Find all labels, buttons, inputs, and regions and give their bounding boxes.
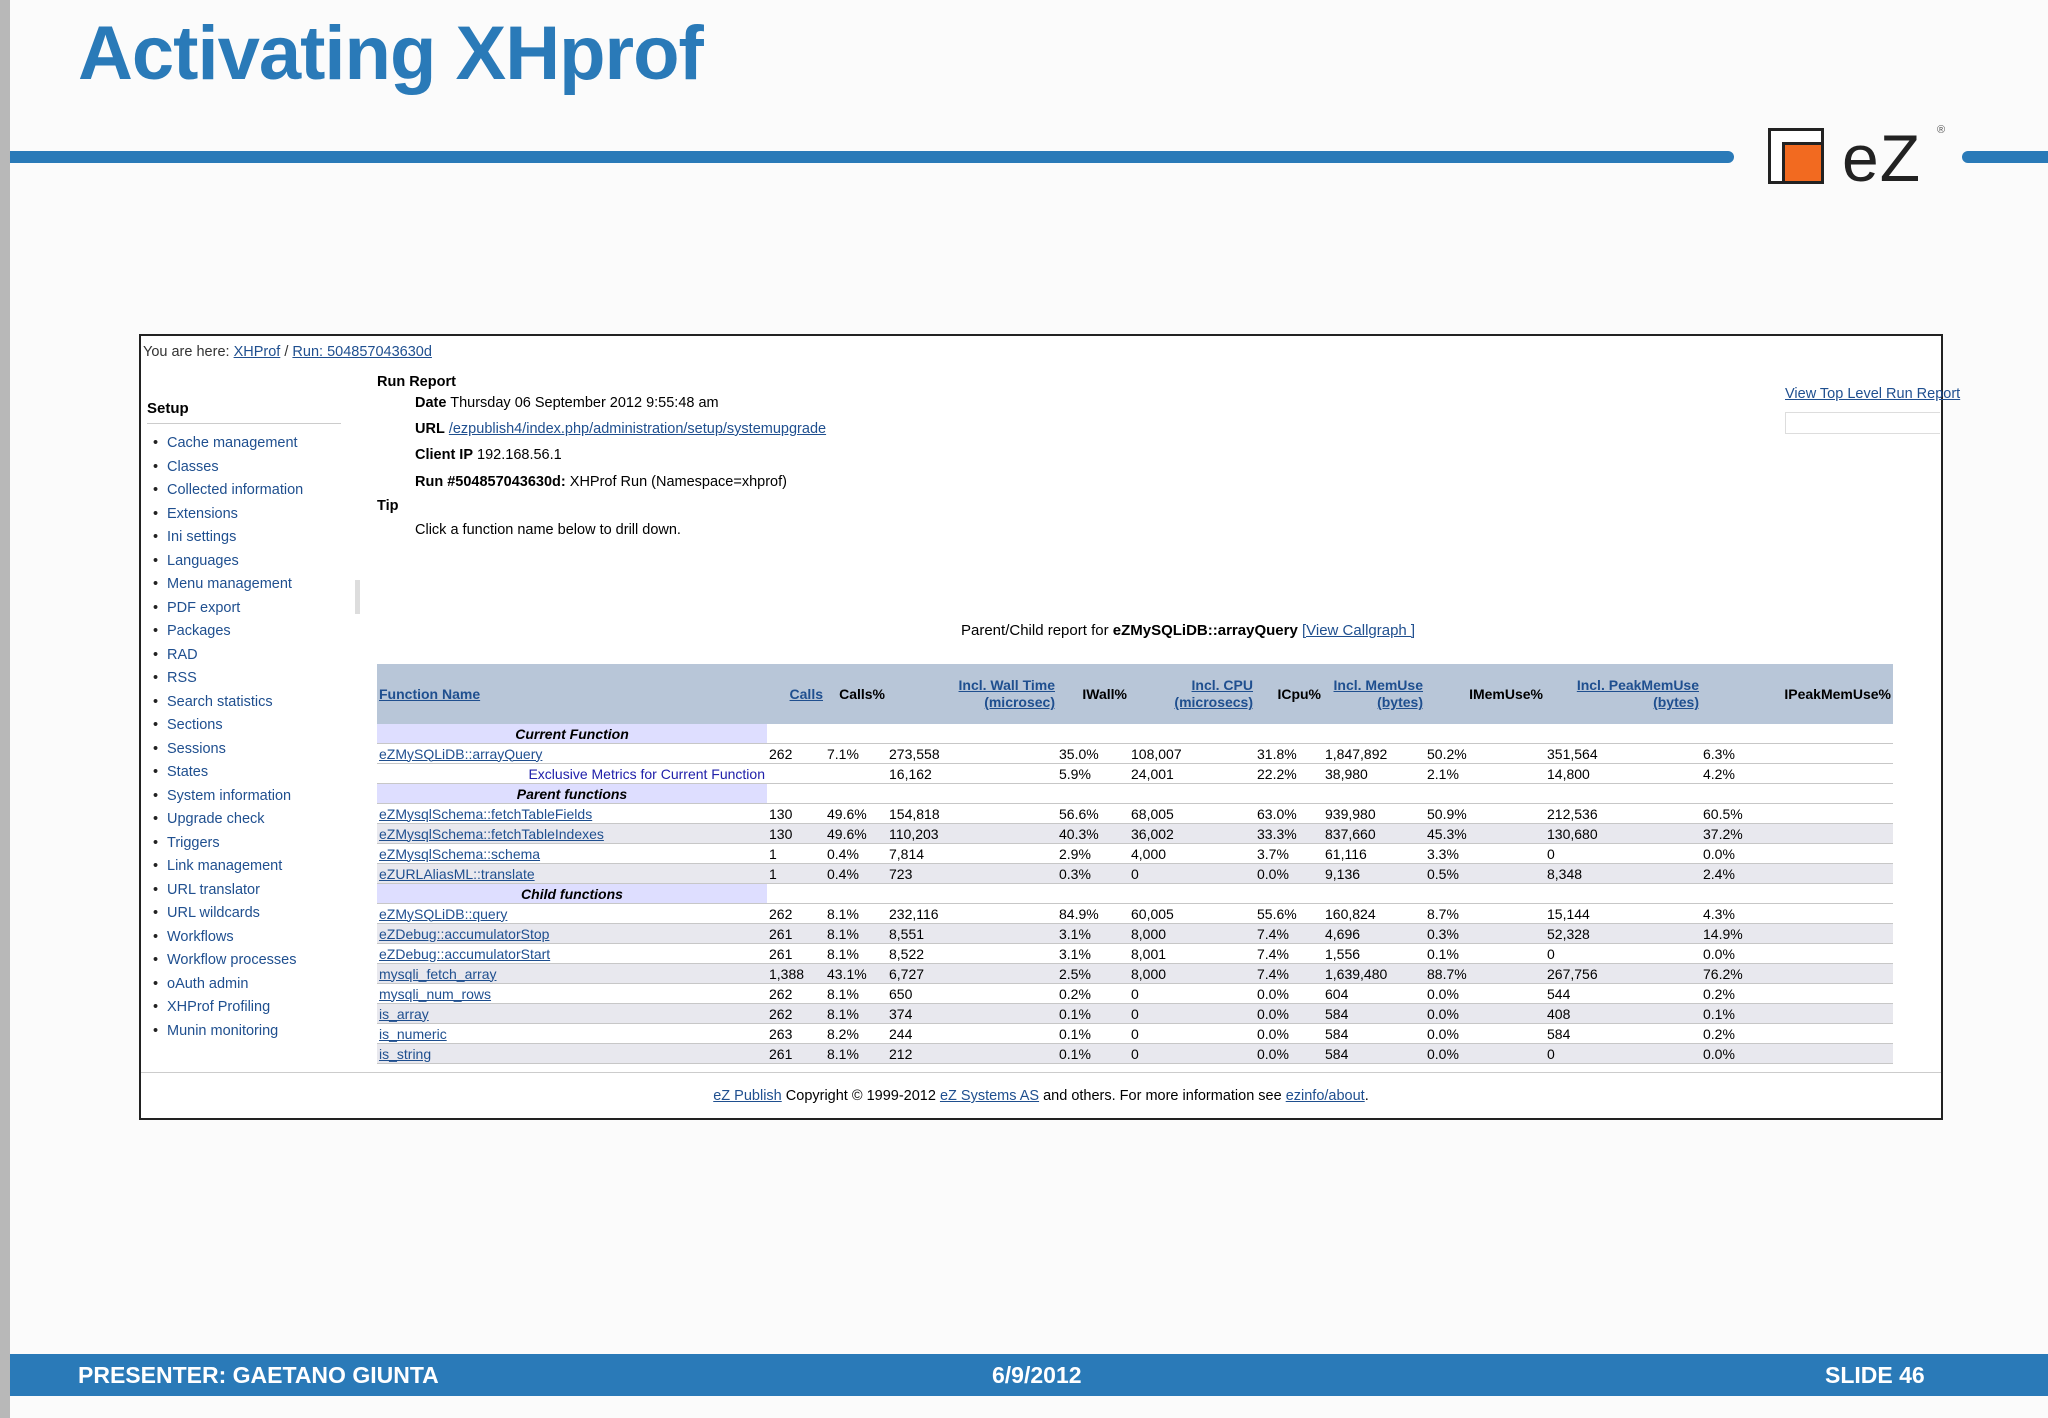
breadcrumb-prefix: You are here: [143,344,234,360]
table-cell: 723 [887,864,1057,884]
sidebar-item[interactable]: • Munin monitoring [147,1020,341,1044]
table-cell: 52,328 [1545,924,1701,944]
sidebar-item[interactable]: • URL translator [147,879,341,903]
table-row [377,944,1893,964]
url-label: URL [415,421,445,437]
table-cell: 939,980 [1323,804,1425,824]
slide-number: SLIDE 46 [1825,1362,1925,1388]
sidebar-item[interactable]: • oAuth admin [147,973,341,997]
table-cell: 4,696 [1323,924,1425,944]
section-spacer [767,724,1893,744]
table-cell: 24,001 [1129,764,1255,784]
report-client-ip [415,447,562,463]
table-cell: 49.6% [825,824,887,844]
table-cell: 40.3% [1057,824,1129,844]
table-cell: 0.0% [1425,1044,1545,1064]
function-link[interactable]: is_numeric [377,1024,767,1044]
sidebar-item[interactable]: • Upgrade check [147,808,341,832]
table-cell: 1,639,480 [1323,964,1425,984]
table-cell: 267,756 [1545,964,1701,984]
parent-child-function: eZMySQLiDB::arrayQuery [1112,622,1298,639]
ez-logo [1762,121,1952,195]
sidebar-item[interactable]: • URL wildcards [147,902,341,926]
logo-registered-mark: ® [1937,124,1946,136]
logo-orange-square-icon [1782,142,1824,184]
report-url [415,421,826,437]
exclusive-metrics-label: Exclusive Metrics for Current Function [377,764,767,784]
table-cell: 16,162 [887,764,1057,784]
table-row [377,744,1893,764]
table-cell: 262 [767,744,825,764]
function-link[interactable]: eZMysqlSchema::schema [377,844,767,864]
sidebar-menu [147,432,341,1043]
function-link[interactable]: eZMySQLiDB::arrayQuery [377,744,767,764]
table-cell: 0 [1545,944,1701,964]
section-label: Current Function [377,724,767,744]
table-cell: 0 [1129,864,1255,884]
table-cell [767,764,825,784]
table-cell: 1 [767,864,825,884]
table-cell: 130 [767,804,825,824]
table-cell: 49.6% [825,804,887,824]
table-cell: 0 [1129,1044,1255,1064]
table-cell: 1 [767,844,825,864]
table-row [377,1024,1893,1044]
exclusive-metrics-row [377,764,1893,784]
table-cell: 351,564 [1545,744,1701,764]
table-cell: 108,007 [1129,744,1255,764]
table-cell: 262 [767,984,825,1004]
ip-label: Client IP [415,447,474,463]
sidebar-item[interactable]: • States [147,761,341,785]
table-cell: 1,847,892 [1323,744,1425,764]
table-cell: 212,536 [1545,804,1701,824]
table-cell: 110,203 [887,824,1057,844]
table-cell: 8.7% [1425,904,1545,924]
column-header: IMemUse% [1425,664,1545,724]
logo-text: eZ [1842,121,1922,195]
table-cell: 0.5% [1425,864,1545,884]
sidebar-item[interactable]: • Link management [147,855,341,879]
table-cell: 8.1% [825,984,887,1004]
title-rule [10,151,1734,163]
table-cell: 0.1% [1057,1024,1129,1044]
table-cell: 8.2% [825,1024,887,1044]
table-cell: 154,818 [887,804,1057,824]
column-header: IPeakMemUse% [1701,664,1893,724]
sidebar-item[interactable]: • Packages [147,620,341,644]
slide-title: Activating XHprof [78,11,703,96]
sidebar-item[interactable]: • Cache management [147,432,341,456]
table-cell: 88.7% [1425,964,1545,984]
sidebar-splitter[interactable] [355,580,360,614]
table-cell: 3.1% [1057,924,1129,944]
table-cell: 5.9% [1057,764,1129,784]
table-cell: 262 [767,1004,825,1024]
table-cell: 0.3% [1057,864,1129,884]
table-cell: 50.9% [1425,804,1545,824]
table-cell: 76.2% [1701,964,1893,984]
footer-ezinfo-link[interactable]: ezinfo/about [1285,1088,1365,1104]
table-cell: 33.3% [1255,824,1323,844]
function-link[interactable]: eZURLAliasML::translate [377,864,767,884]
footer-divider [141,1072,1941,1073]
table-cell: 232,116 [887,904,1057,924]
sidebar-item[interactable]: • RAD [147,644,341,668]
table-cell: 2.5% [1057,964,1129,984]
table-cell: 262 [767,904,825,924]
table-cell: 0 [1129,1004,1255,1024]
table-cell: 263 [767,1024,825,1044]
table-cell: 584 [1545,1024,1701,1044]
footer-ezsystems-link[interactable]: eZ Systems AS [939,1088,1040,1104]
column-header: ICpu% [1255,664,1323,724]
table-cell: 244 [887,1024,1057,1044]
date-label: Date [415,395,447,411]
table-row [377,904,1893,924]
section-spacer [767,884,1893,904]
view-callgraph-link[interactable]: [View Callgraph ] [1301,622,1416,639]
table-cell: 0 [1129,984,1255,1004]
table-cell: 3.7% [1255,844,1323,864]
sidebar-item[interactable]: • Search statistics [147,691,341,715]
table-cell: 7.4% [1255,964,1323,984]
table-cell: 7.1% [825,744,887,764]
table-row [377,804,1893,824]
table-cell: 0.0% [1701,844,1893,864]
table-cell [825,764,887,784]
sidebar-item[interactable]: • XHProf Profiling [147,996,341,1020]
table-cell: 1,388 [767,964,825,984]
slide-footer-bar [10,1354,2048,1396]
table-row [377,984,1893,1004]
table-cell: 408 [1545,1004,1701,1024]
table-cell: 8,000 [1129,964,1255,984]
table-cell: 8,000 [1129,924,1255,944]
function-link[interactable]: mysqli_num_rows [377,984,767,1004]
sidebar-item[interactable]: • Extensions [147,503,341,527]
table-cell: 38,980 [1323,764,1425,784]
table-cell: 374 [887,1004,1057,1024]
table-cell: 0.1% [1425,944,1545,964]
table-cell: 584 [1323,1044,1425,1064]
function-link[interactable]: eZMysqlSchema::fetchTableIndexes [377,824,767,844]
table-cell: 7,814 [887,844,1057,864]
table-cell: 4.3% [1701,904,1893,924]
table-cell: 8.1% [825,944,887,964]
table-cell: 0.1% [1057,1044,1129,1064]
table-row [377,844,1893,864]
page-footer [141,1088,1941,1104]
table-cell: 0 [1129,1024,1255,1044]
table-cell: 0.1% [1057,1004,1129,1024]
sidebar-item[interactable]: • Triggers [147,832,341,856]
table-cell: 8.1% [825,1004,887,1024]
table-cell: 8,348 [1545,864,1701,884]
breadcrumb [143,344,432,360]
table-cell: 0.0% [1701,944,1893,964]
table-cell: 0 [1545,1044,1701,1064]
date-value: Thursday 06 September 2012 9:55:48 am [450,395,719,411]
function-link[interactable]: eZMySQLiDB::query [377,904,767,924]
table-cell: 8,522 [887,944,1057,964]
table-cell: 35.0% [1057,744,1129,764]
sidebar-title: Setup [147,400,341,424]
section-label: Child functions [377,884,767,904]
parent-child-prefix: Parent/Child report for [961,622,1113,639]
report-date [415,395,719,411]
table-cell: 0.4% [825,864,887,884]
run-value: XHProf Run (Namespace=xhprof) [569,474,787,490]
footer-period: . [1364,1088,1369,1104]
sidebar-item[interactable]: • Menu management [147,573,341,597]
function-link[interactable]: mysqli_fetch_array [377,964,767,984]
table-cell: 0.0% [1255,1044,1323,1064]
table-cell: 15,144 [1545,904,1701,924]
table-cell: 14,800 [1545,764,1701,784]
sidebar-item[interactable]: • Sections [147,714,341,738]
table-cell: 7.4% [1255,924,1323,944]
table-row [377,964,1893,984]
table-cell: 130 [767,824,825,844]
column-header[interactable]: Incl. MemUse (bytes) [1323,664,1425,724]
table-cell: 261 [767,1044,825,1064]
table-cell: 43.1% [825,964,887,984]
table-cell: 584 [1323,1024,1425,1044]
sidebar-item[interactable]: • Sessions [147,738,341,762]
table-cell: 604 [1323,984,1425,1004]
section-spacer [767,784,1893,804]
table-cell: 837,660 [1323,824,1425,844]
table-cell: 50.2% [1425,744,1545,764]
ip-value: 192.168.56.1 [477,447,562,463]
section-row [377,784,1893,804]
table-cell: 68,005 [1129,804,1255,824]
table-cell: 63.0% [1255,804,1323,824]
section-row [377,724,1893,744]
table-cell: 261 [767,924,825,944]
table-cell: 3.1% [1057,944,1129,964]
table-row [377,824,1893,844]
table-cell: 31.8% [1255,744,1323,764]
sidebar-item[interactable]: • Workflows [147,926,341,950]
sidebar-item[interactable]: • System information [147,785,341,809]
presenter-name: PRESENTER: GAETANO GIUNTA [78,1362,439,1388]
run-label: Run #504857043630d: [415,474,566,490]
function-link[interactable]: eZMysqlSchema::fetchTableFields [377,804,767,824]
table-cell: 0.2% [1701,984,1893,1004]
table-cell: 0 [1545,844,1701,864]
table-cell: 160,824 [1323,904,1425,924]
table-cell: 130,680 [1545,824,1701,844]
table-row [377,1004,1893,1024]
table-cell: 2.9% [1057,844,1129,864]
breadcrumb-run-link[interactable]: Run: 504857043630d [292,344,432,360]
column-header[interactable]: Incl. Wall Time (microsec) [887,664,1057,724]
column-header[interactable]: Incl. CPU (microsecs) [1129,664,1255,724]
function-link[interactable]: is_array [377,1004,767,1024]
parent-child-title [961,622,1415,639]
table-cell: 0.4% [825,844,887,864]
breadcrumb-xhprof-link[interactable]: XHProf [233,344,281,360]
table-cell: 0.1% [1701,1004,1893,1024]
table-cell: 0.0% [1425,984,1545,1004]
footer-copyright: Copyright © 1999-2012 [781,1088,940,1104]
table-cell: 3.3% [1425,844,1545,864]
table-cell: 8.1% [825,1044,887,1064]
section-label: Parent functions [377,784,767,804]
table-cell: 212 [887,1044,1057,1064]
report-run [415,474,787,490]
sidebar-item[interactable]: • Classes [147,456,341,480]
table-cell: 0.2% [1057,984,1129,1004]
view-top-level-link[interactable]: View Top Level Run Report [1785,386,1961,402]
table-cell: 0.0% [1255,984,1323,1004]
function-link[interactable]: eZDebug::accumulatorStart [377,944,767,964]
table-cell: 0.0% [1255,864,1323,884]
section-row [377,884,1893,904]
table-cell: 60,005 [1129,904,1255,924]
table-cell: 8,001 [1129,944,1255,964]
table-cell: 273,558 [887,744,1057,764]
table-cell: 0.0% [1425,1004,1545,1024]
table-cell: 8,551 [887,924,1057,944]
table-cell: 4.2% [1701,764,1893,784]
table-cell: 0.0% [1255,1024,1323,1044]
table-cell: 0.0% [1425,1024,1545,1044]
footer-more-info: and others. For more information see [1039,1088,1286,1104]
table-cell: 61,116 [1323,844,1425,864]
table-cell: 0.3% [1425,924,1545,944]
table-row [377,924,1893,944]
column-header[interactable]: Calls [767,664,825,724]
table-row [377,864,1893,884]
table-cell: 6,727 [887,964,1057,984]
table-cell: 14.9% [1701,924,1893,944]
table-cell: 84.9% [1057,904,1129,924]
view-top-level-box [1785,412,1940,434]
footer-ezpublish-link[interactable]: eZ Publish [713,1088,782,1104]
report-heading: Run Report [377,374,456,390]
tip-heading: Tip [377,498,399,514]
title-rule-right [1962,151,2048,163]
table-cell: 9,136 [1323,864,1425,884]
breadcrumb-separator: / [280,344,293,360]
tip-text: Click a function name below to drill down. [415,522,681,538]
table-cell: 2.1% [1425,764,1545,784]
table-cell: 56.6% [1057,804,1129,824]
column-header: IWall% [1057,664,1129,724]
profile-table [377,664,1893,1064]
table-cell: 261 [767,944,825,964]
setup-sidebar [147,400,341,1043]
table-cell: 650 [887,984,1057,1004]
table-header-row [377,664,1893,724]
table-cell: 36,002 [1129,824,1255,844]
column-header[interactable]: Incl. PeakMemUse (bytes) [1545,664,1701,724]
table-cell: 2.4% [1701,864,1893,884]
sidebar-item[interactable]: • Ini settings [147,526,341,550]
sidebar-item[interactable]: • Collected information [147,479,341,503]
table-cell: 6.3% [1701,744,1893,764]
url-link[interactable]: /ezpublish4/index.php/administration/setup/systemupgrade [448,421,827,437]
table-cell: 8.1% [825,924,887,944]
column-header: Calls% [825,664,887,724]
table-cell: 0.0% [1701,1044,1893,1064]
table-cell: 60.5% [1701,804,1893,824]
sidebar-item[interactable]: • PDF export [147,597,341,621]
slide-date: 6/9/2012 [992,1362,1082,1388]
xhprof-screenshot [139,334,1961,1120]
function-link[interactable]: eZDebug::accumulatorStop [377,924,767,944]
sidebar-item[interactable]: • RSS [147,667,341,691]
table-row [377,1044,1893,1064]
function-link[interactable]: is_string [377,1044,767,1064]
table-cell: 0.0% [1255,1004,1323,1024]
table-cell: 584 [1323,1004,1425,1024]
table-cell: 0.2% [1701,1024,1893,1044]
table-cell: 544 [1545,984,1701,1004]
left-edge [0,0,10,1418]
table-cell: 45.3% [1425,824,1545,844]
table-cell: 22.2% [1255,764,1323,784]
table-cell: 4,000 [1129,844,1255,864]
sidebar-item[interactable]: • Languages [147,550,341,574]
table-cell: 55.6% [1255,904,1323,924]
table-cell: 1,556 [1323,944,1425,964]
table-cell: 7.4% [1255,944,1323,964]
sidebar-item[interactable]: • Workflow processes [147,949,341,973]
table-cell: 37.2% [1701,824,1893,844]
column-header[interactable]: Function Name [377,664,767,724]
table-cell: 8.1% [825,904,887,924]
